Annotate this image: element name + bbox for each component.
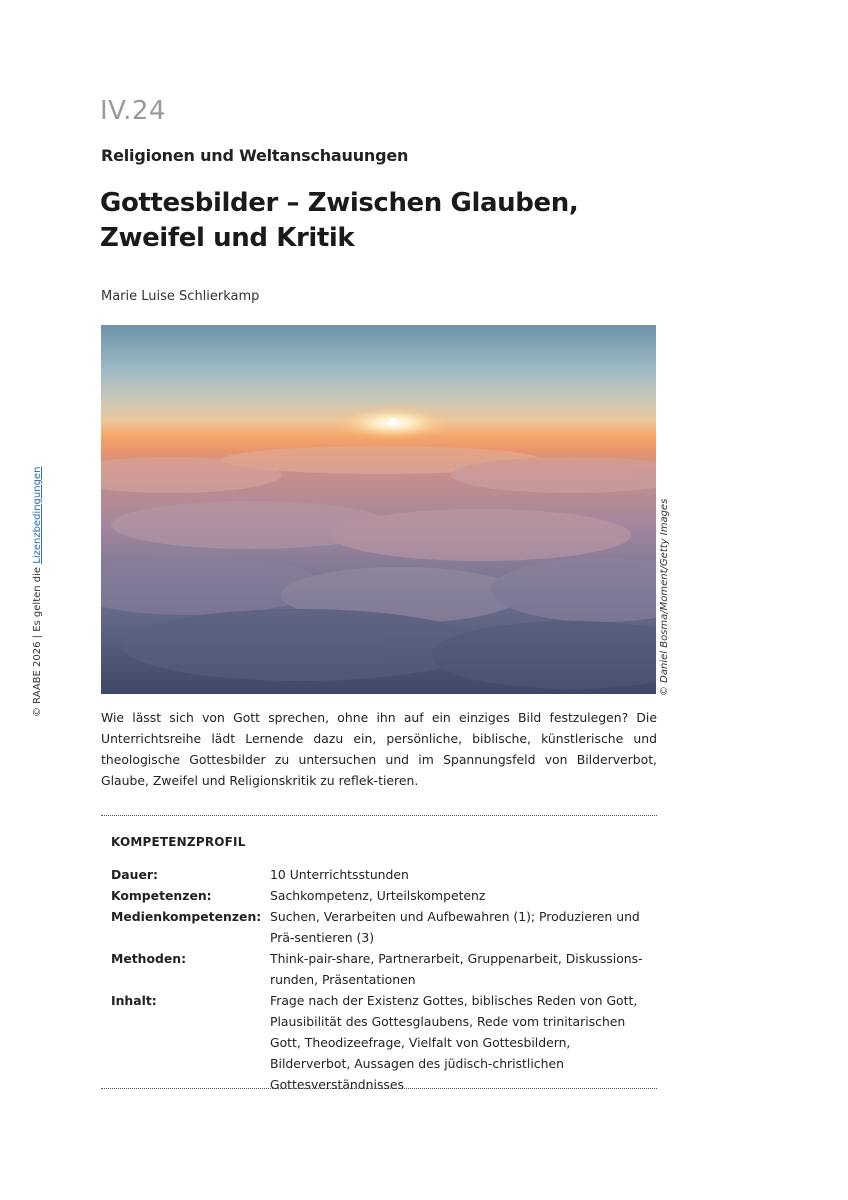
divider-top [101,815,657,816]
divider-bottom [101,1088,657,1089]
profile-label: Dauer: [111,867,158,882]
profile-row-methods [111,948,651,990]
profile-row-content [111,990,651,1095]
category-heading: Religionen und Weltanschauungen [101,146,409,165]
profile-label: Kompetenzen: [111,888,212,903]
profile-value: Frage nach der Existenz Gottes, biblisches Reden von Gott, Plausibilität des Gottesglaubens, Rede vom trinitarischen Gott, Theodizeefrage, Vielfalt von Gottesbildern, Bilderverbot, Aussagen des jüdisch-christlichen Gottesverständnisses [270,993,638,1092]
unit-code: IV.24 [100,96,166,126]
profile-value: 10 Unterrichtsstunden [270,867,409,882]
intro-paragraph: Wie lässt sich von Gott sprechen, ohne ihn auf ein einziges Bild festzulegen? Die Unterrichtsreihe lädt Lernende dazu ein, persönliche, biblische, künstlerische und theologische Gottesbilder zu untersuchen und im Spannungsfeld von Bilderverbot, Glaube, Zweifel und Religionskritik zu reflek-tieren. [101,710,657,788]
hero-image-clouds-sunrise [101,325,656,694]
profile-row-competences [111,885,651,906]
profile-row-media-competences [111,906,651,948]
profile-heading: KOMPETENZPROFIL [111,835,246,849]
competence-profile-table [111,864,651,1095]
profile-value: Think-pair-share, Partnerarbeit, Gruppenarbeit, Diskussions-runden, Präsentationen [270,951,643,987]
license-link[interactable]: Lizenzbedingungen [32,466,43,564]
profile-label: Methoden: [111,951,187,966]
copyright-text: © RAABE 2026 | Es gelten die [32,563,43,717]
page-title: Gottesbilder – Zwischen Glauben, Zweifel und Kritik [100,188,579,253]
profile-value: Sachkompetenz, Urteilskompetenz [270,888,486,903]
license-notice [32,467,43,717]
profile-label: Medienkompetenzen: [111,909,262,924]
photo-credit: © Daniel Bosma/Moment/Getty Images [659,498,670,696]
author-name: Marie Luise Schlierkamp [101,289,260,304]
profile-label: Inhalt: [111,993,157,1008]
profile-value: Suchen, Verarbeiten und Aufbewahren (1); Produzieren und Prä-sentieren (3) [270,909,640,945]
profile-row-duration [111,864,651,885]
